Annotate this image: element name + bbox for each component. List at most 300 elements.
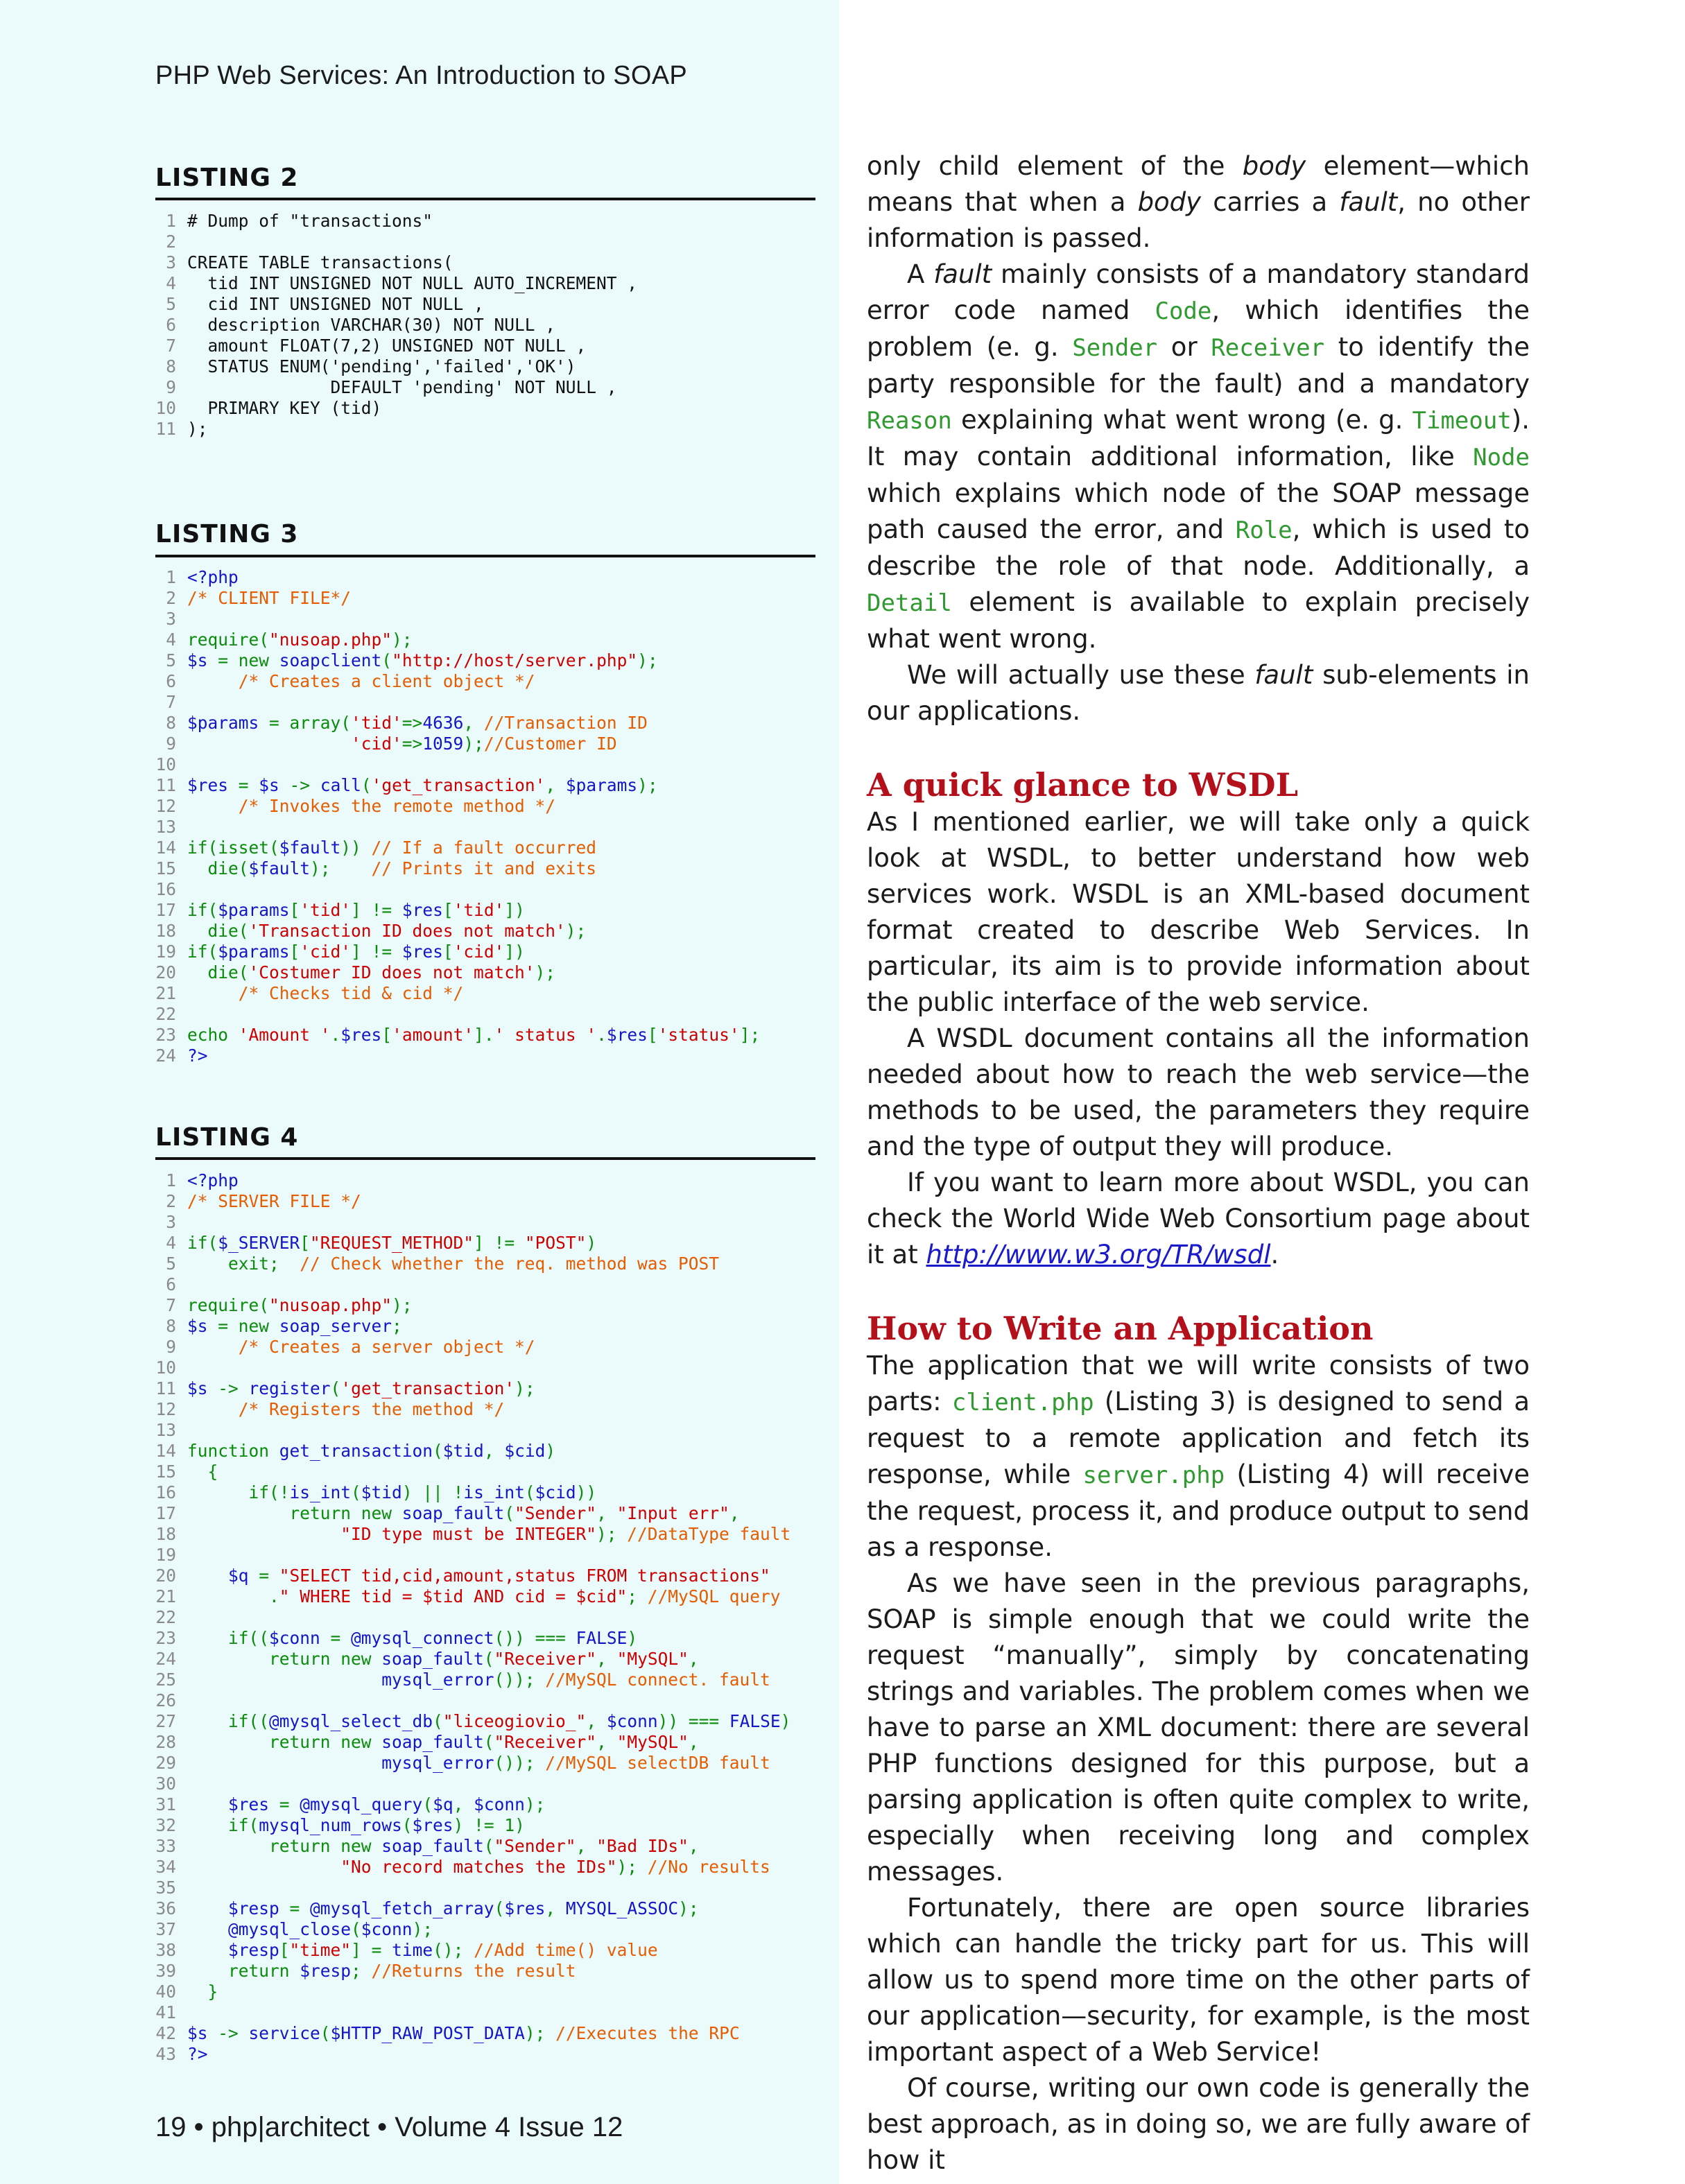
line-number: 13 bbox=[155, 1420, 176, 1440]
text-run: . bbox=[1270, 1240, 1279, 1269]
code-token: # Dump of "transactions" bbox=[187, 211, 433, 231]
code-token: if( bbox=[187, 1815, 259, 1835]
code-line bbox=[155, 2023, 821, 2044]
line-number: 6 bbox=[166, 315, 176, 335]
code-line bbox=[155, 2002, 821, 2023]
code-line bbox=[155, 879, 821, 900]
code-line bbox=[155, 1274, 821, 1295]
code-token: [ bbox=[289, 942, 300, 962]
code-token: require( bbox=[187, 630, 270, 650]
code-token: ); bbox=[596, 1524, 628, 1544]
line-number: 39 bbox=[155, 1961, 176, 1981]
listing-3-title: LISTING 3 bbox=[155, 520, 299, 548]
code-token: 'Amount ' bbox=[238, 1025, 331, 1045]
code-token bbox=[187, 1940, 228, 1960]
line-number: 5 bbox=[166, 1254, 176, 1274]
line-number: 42 bbox=[155, 2023, 176, 2043]
code-token: "Input err" bbox=[616, 1503, 729, 1523]
code-token: (); bbox=[433, 1940, 474, 1960]
code-line bbox=[155, 1212, 821, 1233]
code-token: ); bbox=[412, 1919, 433, 1939]
page-footer: 19 • php|architect • Volume 4 Issue 12 bbox=[155, 2112, 623, 2142]
code-token: "POST" bbox=[524, 1233, 587, 1253]
paragraph bbox=[867, 657, 1530, 729]
text-run: element—which means that when a bbox=[867, 151, 1530, 217]
paragraph bbox=[867, 148, 1530, 257]
text-run: The application that we will write consists of two parts: bbox=[867, 1351, 1530, 1416]
line-number: 17 bbox=[155, 900, 176, 920]
code-line bbox=[155, 1628, 821, 1649]
code-token: STATUS ENUM('pending','failed','OK') bbox=[187, 356, 576, 376]
code-token: "Bad IDs" bbox=[596, 1836, 689, 1856]
code-token: , bbox=[688, 1836, 699, 1856]
line-number: 3 bbox=[166, 252, 176, 272]
line-number: 43 bbox=[155, 2044, 176, 2064]
code-token: "nusoap.php" bbox=[269, 630, 392, 650]
code-token: mysql_num_rows bbox=[259, 1815, 402, 1835]
code-token: //MySQL connect. fault bbox=[545, 1670, 770, 1690]
code-token: 'cid' bbox=[453, 942, 505, 962]
code-token: = bbox=[248, 1566, 279, 1586]
line-number: 29 bbox=[155, 1753, 176, 1773]
code-line bbox=[155, 1482, 821, 1503]
code-token: "liceogiovio_" bbox=[442, 1711, 587, 1731]
line-number: 14 bbox=[155, 838, 176, 858]
line-number: 30 bbox=[155, 1774, 176, 1794]
paragraph bbox=[867, 1348, 1530, 1566]
code-line bbox=[155, 921, 821, 942]
code-line bbox=[155, 1545, 821, 1566]
code-token: ]; bbox=[739, 1025, 761, 1045]
line-number: 24 bbox=[155, 1046, 176, 1066]
code-token: ] != bbox=[351, 942, 402, 962]
code-token: //Customer ID bbox=[483, 734, 617, 754]
line-number: 41 bbox=[155, 2002, 176, 2022]
code-token: function bbox=[187, 1441, 279, 1461]
code-token: @mysql_select_db bbox=[269, 1711, 433, 1731]
line-number: 35 bbox=[155, 1878, 176, 1898]
code-token: if(( bbox=[187, 1628, 270, 1648]
code-token: $resp bbox=[300, 1961, 352, 1981]
line-number: 11 bbox=[155, 775, 176, 795]
code-token: $s bbox=[259, 775, 279, 795]
line-number: 1 bbox=[166, 211, 176, 231]
code-line bbox=[155, 1794, 821, 1815]
code-token bbox=[187, 1857, 340, 1877]
code-token: 4636 bbox=[422, 713, 464, 733]
code-token: 'amount' bbox=[392, 1025, 474, 1045]
inline-code: Detail bbox=[867, 589, 952, 617]
code-line bbox=[155, 713, 821, 734]
line-number: 10 bbox=[155, 1358, 176, 1378]
code-token: is_int bbox=[289, 1482, 352, 1502]
code-token: ( bbox=[483, 1649, 494, 1669]
code-line bbox=[155, 2044, 821, 2065]
paragraph bbox=[867, 257, 1530, 657]
line-number: 10 bbox=[155, 398, 176, 418]
code-token: = array( bbox=[259, 713, 352, 733]
code-line bbox=[155, 1295, 821, 1316]
code-token: <?php bbox=[187, 1170, 239, 1190]
code-token: MYSQL_ASSOC bbox=[565, 1898, 679, 1918]
code-token: ( bbox=[361, 775, 372, 795]
code-token: ( bbox=[524, 1482, 535, 1502]
code-line bbox=[155, 1191, 821, 1212]
code-line bbox=[155, 1586, 821, 1607]
code-token: soapclient bbox=[279, 650, 382, 670]
code-token: ; bbox=[627, 1586, 648, 1606]
emphasis: fault bbox=[933, 259, 992, 289]
line-number: 12 bbox=[155, 796, 176, 816]
code-token: ( bbox=[433, 1441, 443, 1461]
section-heading-wsdl: A quick glance to WSDL bbox=[867, 766, 1298, 804]
line-number: 9 bbox=[166, 377, 176, 397]
code-token: is_int bbox=[463, 1482, 525, 1502]
code-token: return bbox=[187, 1961, 300, 1981]
code-token: echo bbox=[187, 1025, 239, 1045]
text-run: (Listing 3) is designed to send a request to a remote application and fetch its response, while bbox=[867, 1387, 1530, 1489]
line-number: 3 bbox=[166, 609, 176, 629]
code-line bbox=[155, 1898, 821, 1919]
code-token: return new bbox=[187, 1503, 402, 1523]
code-line bbox=[155, 273, 821, 294]
line-number: 2 bbox=[166, 232, 176, 252]
code-token: return new bbox=[187, 1649, 382, 1669]
code-token: ); bbox=[187, 419, 208, 439]
code-token bbox=[187, 1919, 228, 1939]
text-run: element is available to explain precisely what went wrong. bbox=[867, 587, 1530, 654]
code-token: mysql_error bbox=[381, 1670, 494, 1690]
code-line bbox=[155, 1046, 821, 1066]
line-number: 37 bbox=[155, 1919, 176, 1939]
code-line bbox=[155, 754, 821, 775]
emphasis: fault bbox=[1339, 187, 1398, 217]
code-token: $q bbox=[228, 1566, 249, 1586]
paragraph bbox=[867, 804, 1530, 1021]
code-token: register bbox=[248, 1378, 331, 1398]
code-token: ] != bbox=[351, 900, 402, 920]
code-token: ); bbox=[463, 734, 484, 754]
code-token: $conn bbox=[606, 1711, 658, 1731]
line-number: 6 bbox=[166, 1274, 176, 1294]
inline-code: Node bbox=[1473, 444, 1530, 471]
listing-2-title: LISTING 2 bbox=[155, 164, 299, 192]
line-number: 34 bbox=[155, 1857, 176, 1877]
code-token: . bbox=[596, 1025, 607, 1045]
text-run: only child element of the bbox=[867, 151, 1243, 181]
code-token: $res bbox=[401, 900, 443, 920]
running-header: PHP Web Services: An Introduction to SOAP bbox=[155, 61, 688, 90]
code-token: 1059 bbox=[422, 734, 464, 754]
line-number: 1 bbox=[166, 1170, 176, 1190]
code-token: , bbox=[596, 1503, 617, 1523]
paragraph bbox=[867, 1566, 1530, 1890]
code-token: = bbox=[269, 1794, 300, 1814]
line-number: 38 bbox=[155, 1940, 176, 1960]
code-token: mysql_error bbox=[381, 1753, 494, 1773]
text-run: sub-elements in our applications. bbox=[867, 660, 1530, 726]
code-token: $cid bbox=[504, 1441, 546, 1461]
code-line bbox=[155, 588, 821, 609]
line-number: 36 bbox=[155, 1898, 176, 1918]
code-token: -> bbox=[207, 2023, 249, 2043]
code-token: 'cid' bbox=[300, 942, 352, 962]
code-line bbox=[155, 817, 821, 838]
line-number: 2 bbox=[166, 1191, 176, 1211]
code-token: get_transaction bbox=[279, 1441, 433, 1461]
code-token: $fault bbox=[248, 858, 311, 878]
code-token: ( bbox=[422, 1794, 433, 1814]
line-number: 23 bbox=[155, 1628, 176, 1648]
code-token: "http://host/server.php" bbox=[392, 650, 638, 670]
code-token: /* Creates a server object */ bbox=[187, 1337, 535, 1357]
text-run: mainly consists of a mandatory standard error code named bbox=[867, 259, 1530, 325]
emphasis: body bbox=[1137, 187, 1202, 217]
code-token: require( bbox=[187, 1295, 270, 1315]
line-number: 10 bbox=[155, 754, 176, 774]
code-token: ; bbox=[351, 1961, 372, 1981]
code-token: $_SERVER bbox=[218, 1233, 300, 1253]
line-number: 21 bbox=[155, 1586, 176, 1606]
code-token: soap_fault bbox=[381, 1836, 484, 1856]
code-token: ); bbox=[524, 1794, 546, 1814]
code-line bbox=[155, 942, 821, 962]
code-token: ); bbox=[515, 1378, 535, 1398]
code-line bbox=[155, 1982, 821, 2002]
line-number: 17 bbox=[155, 1503, 176, 1523]
code-token: -> bbox=[279, 775, 320, 795]
line-number: 5 bbox=[166, 294, 176, 314]
code-line bbox=[155, 1815, 821, 1836]
code-line bbox=[155, 398, 821, 419]
code-token: $cid bbox=[535, 1482, 576, 1502]
code-token: time bbox=[392, 1940, 433, 1960]
code-token: ) bbox=[780, 1711, 791, 1731]
code-token: , bbox=[545, 1898, 566, 1918]
code-token: //Add time() value bbox=[474, 1940, 658, 1960]
line-number: 9 bbox=[166, 1337, 176, 1357]
code-token: $res bbox=[228, 1794, 270, 1814]
code-line bbox=[155, 692, 821, 713]
code-token: $res bbox=[606, 1025, 648, 1045]
paragraph bbox=[867, 1021, 1530, 1165]
code-token: $s bbox=[187, 1378, 208, 1398]
text-run: We will actually use these bbox=[907, 660, 1255, 690]
listing-3-rule bbox=[155, 555, 815, 557]
code-token: ( bbox=[504, 1503, 515, 1523]
code-line bbox=[155, 567, 821, 588]
code-line bbox=[155, 356, 821, 377]
code-line bbox=[155, 1503, 821, 1524]
line-number: 15 bbox=[155, 1462, 176, 1482]
code-line bbox=[155, 630, 821, 650]
code-line bbox=[155, 1524, 821, 1545]
code-token: ); bbox=[565, 921, 587, 941]
line-number: 9 bbox=[166, 734, 176, 754]
code-token: ); bbox=[637, 650, 658, 670]
code-line bbox=[155, 419, 821, 440]
line-number: 18 bbox=[155, 1524, 176, 1544]
code-token: ()) === bbox=[494, 1628, 576, 1648]
code-token: soap_fault bbox=[401, 1503, 505, 1523]
code-token: ); bbox=[535, 962, 556, 982]
line-number: 4 bbox=[166, 630, 176, 650]
listing-2-rule bbox=[155, 198, 815, 200]
code-line bbox=[155, 1462, 821, 1482]
code-token: //Transaction ID bbox=[483, 713, 648, 733]
line-number: 25 bbox=[155, 1670, 176, 1690]
line-number: 28 bbox=[155, 1732, 176, 1752]
code-line bbox=[155, 1878, 821, 1898]
code-token: ( bbox=[330, 1378, 341, 1398]
line-number: 21 bbox=[155, 983, 176, 1003]
code-token: $tid bbox=[361, 1482, 402, 1502]
line-number: 7 bbox=[166, 1295, 176, 1315]
code-line bbox=[155, 1940, 821, 1961]
text-run: (Listing 4) will receive the request, process it, and produce output to send as a response. bbox=[867, 1459, 1530, 1562]
code-token: $tid bbox=[442, 1441, 484, 1461]
code-token: $res bbox=[340, 1025, 382, 1045]
text-run: , no other information is passed. bbox=[867, 187, 1530, 253]
text-run: , which is used to describe the role of that node. Additionally, a bbox=[867, 514, 1530, 581]
code-token: die( bbox=[187, 858, 249, 878]
wsdl-link[interactable]: http://www.w3.org/TR/wsdl bbox=[926, 1240, 1271, 1269]
line-number: 1 bbox=[166, 567, 176, 587]
code-line bbox=[155, 1836, 821, 1857]
code-token: ); bbox=[637, 775, 658, 795]
code-token: ( bbox=[351, 1482, 361, 1502]
code-token: 'Transaction ID does not match' bbox=[248, 921, 566, 941]
line-number: 4 bbox=[166, 273, 176, 293]
code-token: , bbox=[453, 1794, 474, 1814]
code-token: ()); bbox=[494, 1753, 546, 1773]
code-token: ' status ' bbox=[494, 1025, 597, 1045]
code-token: $params bbox=[187, 713, 259, 733]
code-token: service bbox=[248, 2023, 320, 2043]
code-token: $params bbox=[565, 775, 638, 795]
code-token bbox=[187, 1670, 381, 1690]
code-token: @mysql_connect bbox=[351, 1628, 494, 1648]
line-number: 7 bbox=[166, 336, 176, 356]
code-token: ( bbox=[320, 2023, 331, 2043]
code-token: . bbox=[330, 1025, 341, 1045]
line-number: 33 bbox=[155, 1836, 176, 1856]
code-token: 'tid' bbox=[300, 900, 352, 920]
code-token: [ bbox=[289, 900, 300, 920]
line-number: 3 bbox=[166, 1212, 176, 1232]
code-line bbox=[155, 1649, 821, 1670]
code-token: $conn bbox=[361, 1919, 413, 1939]
code-token: PRIMARY KEY (tid) bbox=[187, 398, 382, 418]
code-token: $res bbox=[504, 1898, 546, 1918]
code-token: "Receiver" bbox=[494, 1732, 597, 1752]
code-token: ); bbox=[678, 1898, 699, 1918]
code-token: // Prints it and exits bbox=[371, 858, 597, 878]
line-number: 2 bbox=[166, 588, 176, 608]
code-line bbox=[155, 1420, 821, 1441]
code-token: if( bbox=[187, 900, 218, 920]
code-token: = new bbox=[207, 650, 279, 670]
code-token: , bbox=[576, 1836, 597, 1856]
code-line bbox=[155, 858, 821, 879]
text-run: explaining what went wrong (e. g. bbox=[951, 405, 1412, 435]
code-token: ( bbox=[494, 1898, 505, 1918]
line-number: 22 bbox=[155, 1004, 176, 1024]
line-number: 13 bbox=[155, 817, 176, 837]
code-line bbox=[155, 1358, 821, 1378]
code-token: ?> bbox=[187, 2044, 208, 2064]
code-line bbox=[155, 1254, 821, 1274]
code-token: = bbox=[320, 1628, 352, 1648]
text-run: carries a bbox=[1201, 187, 1340, 217]
code-token: @mysql_query bbox=[300, 1794, 423, 1814]
code-token: //MySQL query bbox=[647, 1586, 781, 1606]
code-token: exit; bbox=[187, 1254, 300, 1274]
code-line bbox=[155, 1025, 821, 1046]
inline-code: client.php bbox=[951, 1389, 1094, 1416]
code-token: if(! bbox=[187, 1482, 290, 1502]
code-line bbox=[155, 211, 821, 232]
code-token: //MySQL selectDB fault bbox=[545, 1753, 770, 1773]
inline-code: Code bbox=[1155, 297, 1212, 325]
code-token: soap_fault bbox=[381, 1649, 484, 1669]
code-token: ( bbox=[381, 650, 392, 670]
line-number: 24 bbox=[155, 1649, 176, 1669]
code-line bbox=[155, 252, 821, 273]
code-token: ) bbox=[545, 1441, 556, 1461]
listing-4-rule bbox=[155, 1157, 815, 1160]
inline-code: server.php bbox=[1082, 1462, 1225, 1489]
code-token: 'tid' bbox=[453, 900, 505, 920]
line-number: 11 bbox=[155, 1378, 176, 1398]
code-token: 'tid' bbox=[351, 713, 402, 733]
code-token bbox=[187, 1794, 228, 1814]
code-token: [ bbox=[279, 1940, 290, 1960]
code-line bbox=[155, 650, 821, 671]
code-line bbox=[155, 1233, 821, 1254]
code-line bbox=[155, 1399, 821, 1420]
code-token: FALSE bbox=[576, 1628, 628, 1648]
section-heading-application: How to Write an Application bbox=[867, 1310, 1374, 1347]
text-run: A bbox=[907, 259, 934, 289]
code-token: $conn bbox=[269, 1628, 320, 1648]
code-token: // Check whether the req. method was POST bbox=[300, 1254, 720, 1274]
listing-3-code bbox=[155, 567, 821, 1066]
code-token: , bbox=[586, 1711, 607, 1731]
inline-code: Reason bbox=[867, 407, 952, 435]
code-token: [ bbox=[647, 1025, 658, 1045]
code-token: "time" bbox=[289, 1940, 352, 1960]
code-line bbox=[155, 1378, 821, 1399]
code-token: $q bbox=[433, 1794, 453, 1814]
code-token: /* Checks tid & cid */ bbox=[187, 983, 464, 1003]
code-line bbox=[155, 1607, 821, 1628]
code-line bbox=[155, 983, 821, 1004]
code-token: 'cid' bbox=[351, 734, 402, 754]
line-number: 12 bbox=[155, 1399, 176, 1419]
code-token: "SELECT tid,cid,amount,status FROM transactions" bbox=[279, 1566, 770, 1586]
code-token: amount FLOAT(7,2) UNSIGNED NOT NULL , bbox=[187, 336, 587, 356]
code-token: ); bbox=[616, 1857, 648, 1877]
code-token: "No record matches the IDs" bbox=[340, 1857, 617, 1877]
line-number: 26 bbox=[155, 1690, 176, 1710]
code-token: ] != bbox=[474, 1233, 525, 1253]
code-token: if(( bbox=[187, 1711, 270, 1731]
code-line bbox=[155, 1441, 821, 1462]
line-number: 18 bbox=[155, 921, 176, 941]
code-token bbox=[187, 1524, 340, 1544]
paragraph bbox=[867, 1165, 1530, 1273]
